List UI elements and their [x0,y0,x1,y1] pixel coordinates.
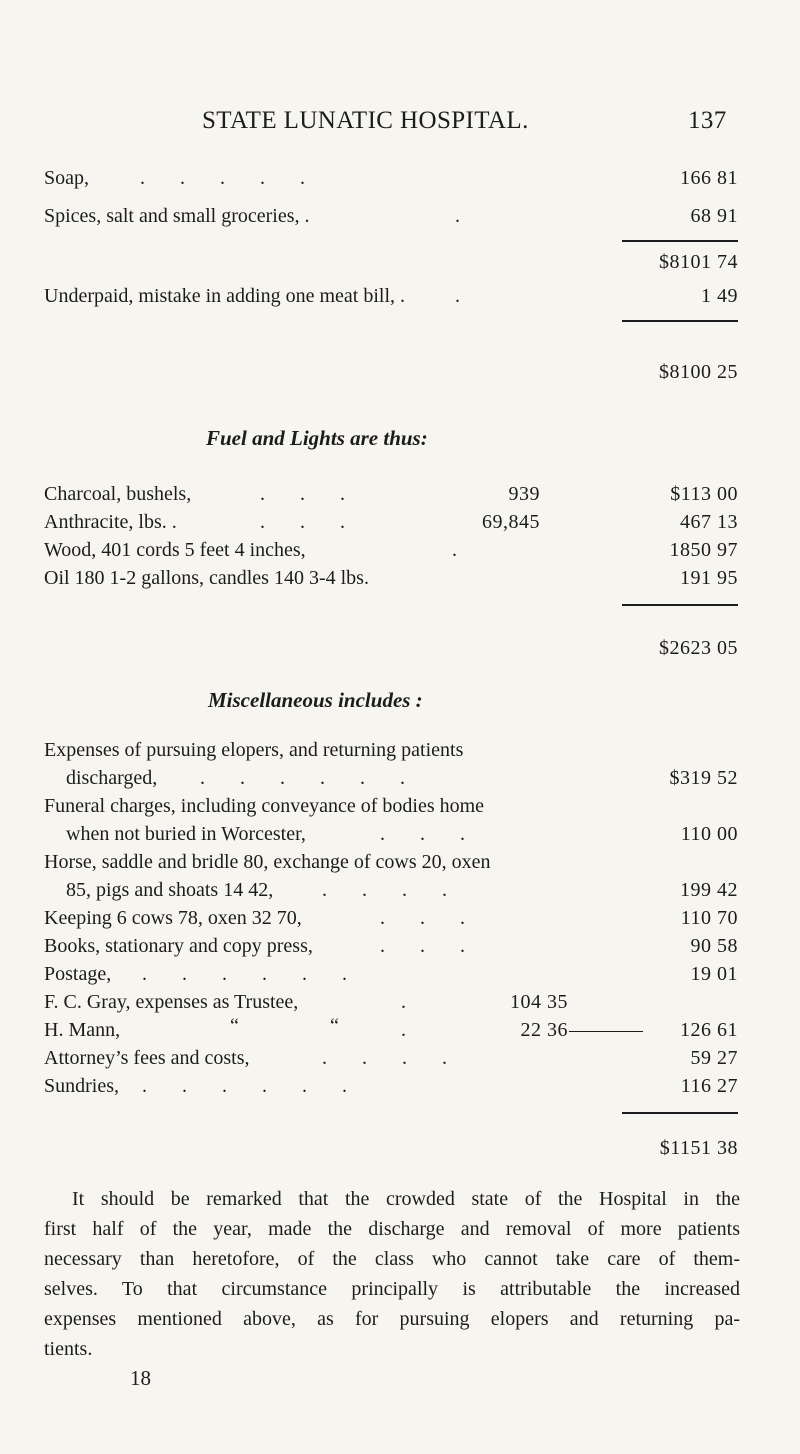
rule-provisions-sub [622,240,738,242]
row-soap-leader: . . . . . [140,167,305,189]
row-spices-amount: 68 91 [690,205,738,227]
signature-mark: 18 [130,1366,151,1390]
row-mann-ditto-2: “ [330,1015,339,1037]
row-attorney-leader: . . . . [322,1047,447,1069]
row-soap-label: Soap, [44,167,89,189]
row-postage-label: Postage, [44,963,112,985]
remark-line: first half of the year, made the discharge and removal of more patients [44,1218,740,1240]
row-spices-leader: . [455,205,460,227]
fuel-heading: Fuel and Lights are thus: [206,426,428,450]
row-funeral-amount: 110 00 [680,823,738,845]
misc-total: $1151 38 [659,1137,738,1159]
row-books-label: Books, stationary and copy press, [44,935,313,957]
row-attorney-amount: 59 27 [690,1047,738,1069]
row-anthracite-label: Anthracite, lbs. . [44,511,177,533]
remark-line: tients. [44,1338,93,1360]
remark-line: It should be remarked that the crowded state of the Hospital in the [72,1188,740,1210]
row-anthracite-qty: 69,845 [482,511,540,533]
row-mann-amount: 22 36 [520,1019,568,1041]
row-anthracite-amount: 467 13 [680,511,738,533]
row-wood-leader: . [452,539,457,561]
remark-line: necessary than heretofore, of the class who cannot take care of them- [44,1248,740,1270]
remark-line: expenses mentioned above, as for pursuing elopers and returning pa- [44,1308,740,1330]
row-charcoal-label: Charcoal, bushels, [44,483,192,505]
row-spices-label: Spices, salt and small groceries, . [44,205,310,227]
row-wood-label: Wood, 401 cords 5 feet 4 inches, [44,539,306,561]
row-keeping-label: Keeping 6 cows 78, oxen 32 70, [44,907,302,929]
row-attorney-label: Attorney’s fees and costs, [44,1047,250,1069]
row-sundries-label: Sundries, [44,1075,119,1097]
row-horse-line2: 85, pigs and shoats 14 42, [66,879,274,901]
row-mann-label: H. Mann, [44,1019,121,1041]
row-elopers-line1: Expenses of pursuing elopers, and returning patients [44,739,464,761]
row-elopers-line2: discharged, [66,767,158,789]
row-horse-leader: . . . . [322,879,447,901]
row-postage-leader: . . . . . . [142,963,347,985]
row-horse-amount: 199 42 [680,879,738,901]
row-mann-leader: . [401,1019,406,1041]
row-postage-amount: 19 01 [690,963,738,985]
row-soap-amount: 166 81 [680,167,738,189]
row-charcoal-leader: . . . [260,483,345,505]
row-funeral-line2: when not buried in Worcester, [66,823,306,845]
misc-heading: Miscellaneous includes : [208,688,423,712]
row-trustees-combined: 126 61 [680,1019,738,1041]
row-horse-line1: Horse, saddle and bridle 80, exchange of cows 20, oxen [44,851,491,873]
row-sundries-leader: . . . . . . [142,1075,347,1097]
provisions-subtotal: $8101 74 [659,251,738,273]
row-sundries-amount: 116 27 [680,1075,738,1097]
row-gray-leader: . [401,991,406,1013]
row-keeping-leader: . . . [380,907,465,929]
row-elopers-leader: . . . . . . [200,767,405,789]
row-oil-amount: 191 95 [680,567,738,589]
row-charcoal-amount: $113 00 [670,483,738,505]
running-title: STATE LUNATIC HOSPITAL. [202,107,529,134]
rule-fuel-total [622,604,738,606]
fuel-total: $2623 05 [659,637,738,659]
provisions-total: $8100 25 [659,361,738,383]
row-underpaid-amount: 1 49 [701,285,738,307]
row-gray-amount: 104 35 [510,991,568,1013]
remark-paragraph [44,1184,740,1364]
row-wood-amount: 1850 97 [669,539,738,561]
row-funeral-line1: Funeral charges, including conveyance of bodies home [44,795,485,817]
row-elopers-amount: $319 52 [669,767,738,789]
remark-line: selves. To that circumstance principally is attributable the increased [44,1278,740,1300]
row-gray-label: F. C. Gray, expenses as Trustee, [44,991,299,1013]
rule-misc-total [622,1112,738,1114]
row-books-amount: 90 58 [690,935,738,957]
row-keeping-amount: 110 70 [680,907,738,929]
row-anthracite-leader: . . . [260,511,345,533]
row-funeral-leader: . . . [380,823,465,845]
row-books-leader: . . . [380,935,465,957]
row-mann-ditto-1: “ [230,1015,239,1037]
row-underpaid-leader: . [455,285,460,307]
row-oil-label: Oil 180 1-2 gallons, candles 140 3-4 lbs. [44,567,369,589]
row-charcoal-qty: 939 [508,483,540,505]
rule-provisions-total [622,320,738,322]
row-underpaid-label: Underpaid, mistake in adding one meat bill, . [44,285,406,307]
page-number: 137 [688,107,727,134]
